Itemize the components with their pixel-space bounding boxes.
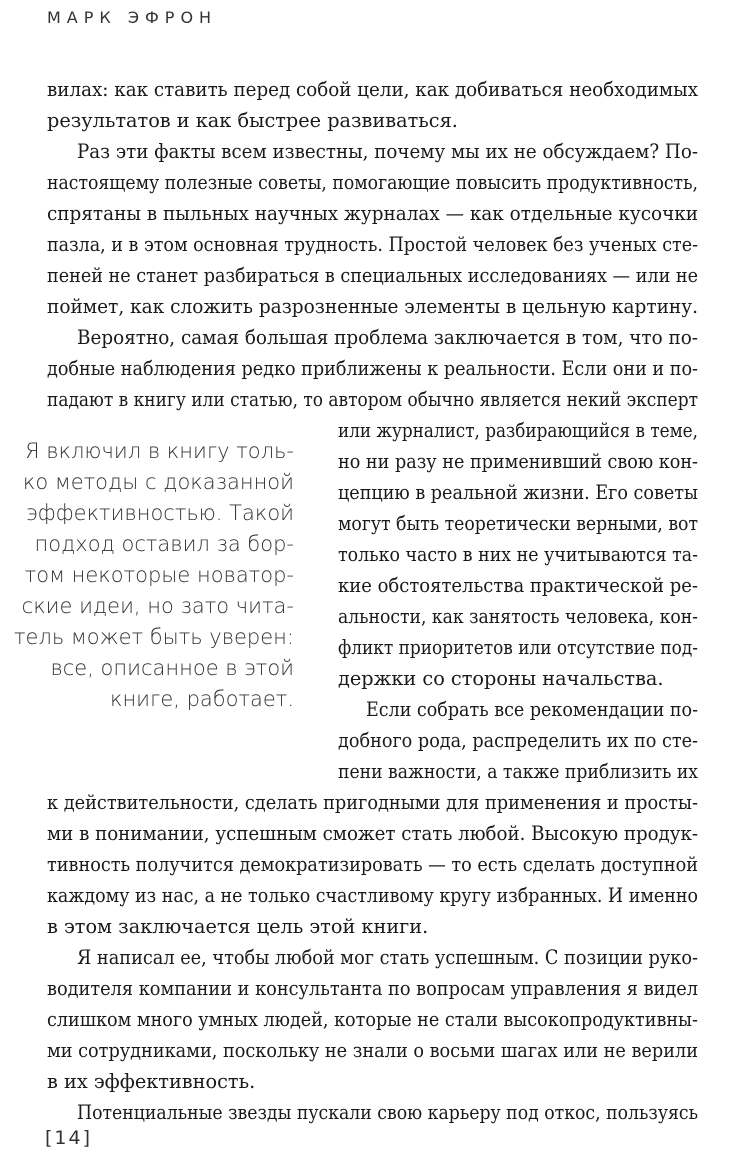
body-line: пеней не станет разбираться в специальных исследованиях — или не bbox=[47, 264, 698, 287]
body-line: добного рода, распределить их по сте- bbox=[338, 729, 698, 752]
body-line: или журналист, разбирающийся в теме, bbox=[338, 419, 698, 442]
body-line: держки со стороны начальства. bbox=[338, 667, 664, 690]
pull-quote-line: тель может быть уверен: bbox=[13, 625, 294, 649]
body-line: кие обстоятельства практической ре- bbox=[338, 574, 698, 597]
body-line: ми в понимании, успешным сможет стать любой. Высокую продук- bbox=[47, 822, 698, 845]
pull-quote-line: подход оставил за бор- bbox=[34, 532, 294, 556]
body-line: Вероятно, самая большая проблема заключается в том, что по- bbox=[77, 326, 698, 349]
body-line: вилах: как ставить перед собой цели, как добиваться необходимых bbox=[47, 78, 698, 101]
body-line: фликт приоритетов или отсутствие под- bbox=[338, 636, 698, 659]
body-line: Если собрать все рекомендации по- bbox=[366, 698, 698, 721]
pull-quote-line: ские идеи, но зато чита- bbox=[21, 594, 294, 618]
body-line: могут быть теоретически верными, вот bbox=[338, 512, 698, 535]
body-line: настоящему полезные советы, помогающие повысить продуктивность, bbox=[47, 171, 698, 194]
body-line: только часто в них не учитываются та- bbox=[338, 543, 698, 566]
pull-quote-line: Я включил в книгу толь- bbox=[24, 439, 294, 463]
body-line: пени важности, а также приблизить их bbox=[338, 760, 698, 783]
body-line: тивность получится демократизировать — то есть сделать доступной bbox=[47, 853, 698, 876]
pull-quote-line: книге, работает. bbox=[109, 687, 294, 711]
body-line: ми сотрудниками, поскольку не знали о восьми шагах или не верили bbox=[47, 1039, 698, 1062]
body-line: в их эффективность. bbox=[47, 1070, 256, 1093]
body-line: цепцию в реальной жизни. Его советы bbox=[338, 481, 698, 504]
body-line: падают в книгу или статью, то автором обычно является некий эксперт bbox=[47, 388, 698, 411]
pull-quote-line: все, описанное в этой bbox=[50, 656, 294, 680]
body-line: слишком много умных людей, которые не стали высокопродуктивны- bbox=[47, 1008, 698, 1031]
body-line: но ни разу не применивший свою кон- bbox=[338, 450, 698, 473]
body-line: к действительности, сделать пригодными для применения и просты- bbox=[47, 791, 698, 814]
body-line: пазла, и в этом основная трудность. Простой человек без ученых сте- bbox=[47, 233, 698, 256]
body-line: альности, как занятость человека, кон- bbox=[338, 605, 698, 628]
body-line: Потенциальные звезды пускали свою карьеру под откос, пользуясь bbox=[77, 1101, 698, 1124]
body-line: добные наблюдения редко приближены к реальности. Если они и по- bbox=[47, 357, 698, 380]
body-line: Раз эти факты всем известны, почему мы их не обсуждаем? По- bbox=[77, 140, 698, 163]
body-line: поймет, как сложить разрозненные элементы в цельную картину. bbox=[47, 295, 698, 318]
pull-quote-line: эффективностью. Такой bbox=[26, 501, 294, 525]
body-line: каждому из нас, а не только счастливому кругу избранных. И именно bbox=[47, 884, 698, 907]
body-line: спрятаны в пыльных научных журналах — как отдельные кусочки bbox=[47, 202, 698, 225]
pull-quote-line: том некоторые новатор- bbox=[24, 563, 294, 587]
running-head: МАРК ЭФРОН bbox=[47, 8, 218, 27]
body-line: Я написал ее, чтобы любой мог стать успешным. С позиции руко- bbox=[77, 946, 698, 969]
pull-quote-line: ко методы с доказанной bbox=[22, 470, 294, 494]
page-number: [14] bbox=[45, 1127, 93, 1149]
body-line: результатов и как быстрее развиваться. bbox=[47, 109, 458, 132]
body-line: водителя компании и консультанта по вопросам управления я видел bbox=[47, 977, 698, 1000]
body-line: в этом заключается цель этой книги. bbox=[47, 915, 429, 938]
